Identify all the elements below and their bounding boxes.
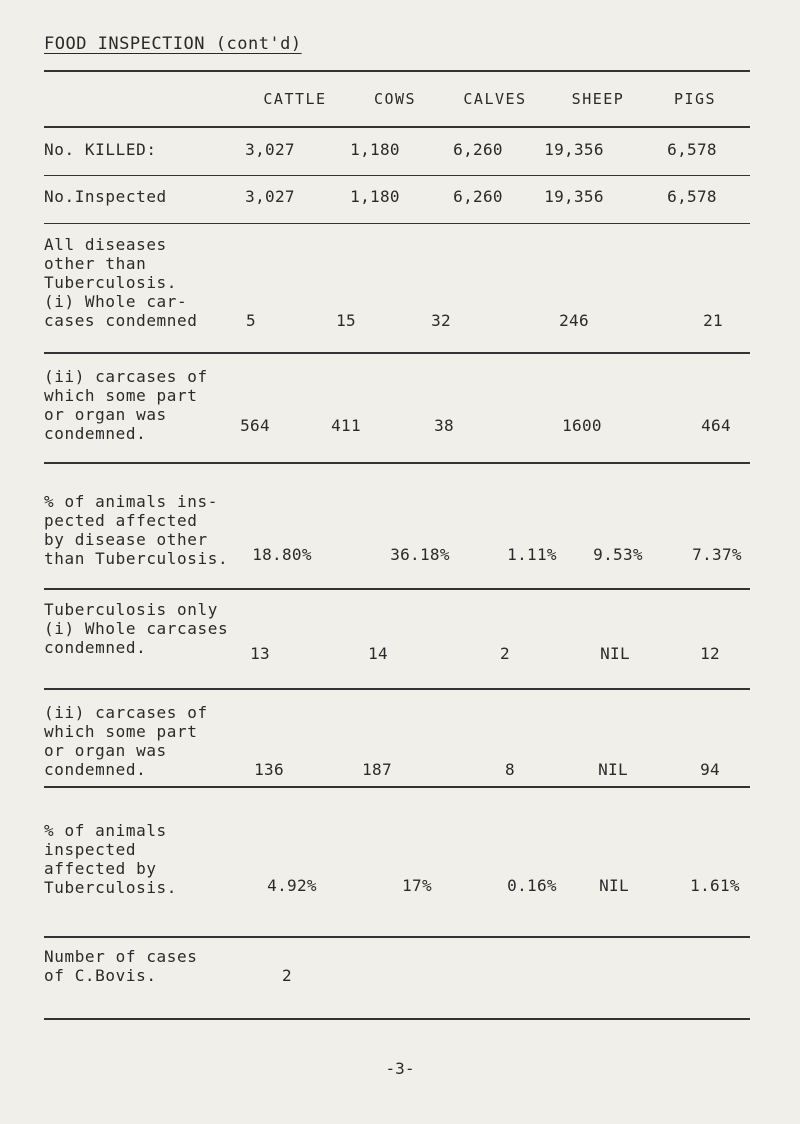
table-cell: 32	[431, 311, 451, 330]
table-cell: 1,180	[350, 187, 400, 206]
table-cell: 8	[505, 760, 515, 779]
row-label-other-percent: % of animals ins- pected affected by disease other than Tuberculosis.	[44, 492, 229, 568]
table-cell: 5	[246, 311, 256, 330]
table-cell: 17%	[402, 876, 432, 895]
row-label-tb-part: (ii) carcases of which some part or organ was condemned.	[44, 703, 208, 779]
table-cell: 94	[700, 760, 720, 779]
table-cell: 411	[331, 416, 361, 435]
page-number: -3-	[385, 1059, 415, 1078]
column-header-sheep: SHEEP	[571, 90, 625, 108]
table-cell: 187	[362, 760, 392, 779]
table-cell: 19,356	[544, 187, 604, 206]
table-rule-bottom	[44, 1018, 750, 1020]
table-cell: 38	[434, 416, 454, 435]
table-rule-top	[44, 70, 750, 72]
table-cell: 1600	[562, 416, 602, 435]
table-rule-header	[44, 126, 750, 128]
table-cell: 1.11%	[507, 545, 557, 564]
row-label-other-part: (ii) carcases of which some part or organ was condemned.	[44, 367, 208, 443]
table-cell: 6,578	[667, 187, 717, 206]
column-header-cows: COWS	[373, 90, 417, 108]
table-cell: NIL	[600, 644, 630, 663]
table-cell: 6,260	[453, 187, 503, 206]
table-cell: 3,027	[245, 140, 295, 159]
table-cell: 246	[559, 311, 589, 330]
table-rule-row6	[44, 688, 750, 690]
table-cell: NIL	[599, 876, 629, 895]
row-label-inspected: No.Inspected	[44, 187, 167, 206]
column-header-cattle: CATTLE	[263, 90, 327, 108]
page-title: FOOD INSPECTION (cont'd)	[44, 34, 302, 54]
table-cell: 9.53%	[593, 545, 643, 564]
table-cell: 0.16%	[507, 876, 557, 895]
table-cell: 6,578	[667, 140, 717, 159]
table-cell: 564	[240, 416, 270, 435]
table-cell: NIL	[598, 760, 628, 779]
table-cell: 1.61%	[690, 876, 740, 895]
table-cell: 18.80%	[252, 545, 312, 564]
table-cell: 1,180	[350, 140, 400, 159]
row-label-tb-percent: % of animals inspected affected by Tuberculosis.	[44, 821, 178, 897]
row-label-killed: No. KILLED:	[44, 140, 157, 159]
table-cell: 464	[701, 416, 731, 435]
row-label-c-bovis: Number of cases of C.Bovis.	[44, 947, 198, 985]
table-rule-row4	[44, 462, 750, 464]
table-cell: 21	[703, 311, 723, 330]
row-label-tb-whole: Tuberculosis only (i) Whole carcases condemned.	[44, 600, 229, 657]
table-rule-row2	[44, 223, 750, 224]
table-cell: 7.37%	[692, 545, 742, 564]
table-cell: 36.18%	[390, 545, 450, 564]
column-header-calves: CALVES	[463, 90, 527, 108]
table-cell: 136	[254, 760, 284, 779]
table-cell: 12	[700, 644, 720, 663]
table-cell: 4.92%	[267, 876, 317, 895]
table-rule-row3	[44, 352, 750, 354]
table-cell: 14	[368, 644, 388, 663]
table-cell: 13	[250, 644, 270, 663]
table-cell: 3,027	[245, 187, 295, 206]
table-cell: 19,356	[544, 140, 604, 159]
table-cell: 15	[336, 311, 356, 330]
table-rule-row5	[44, 588, 750, 590]
row-label-other-whole: All diseases other than Tuberculosis. (i) Whole car- cases condemned	[44, 235, 198, 330]
table-cell: 2	[282, 966, 292, 985]
table-cell: 6,260	[453, 140, 503, 159]
table-rule-row7	[44, 786, 750, 788]
column-header-pigs: PIGS	[673, 90, 717, 108]
table-rule-row1	[44, 175, 750, 176]
table-cell: 2	[500, 644, 510, 663]
table-rule-row8	[44, 936, 750, 938]
